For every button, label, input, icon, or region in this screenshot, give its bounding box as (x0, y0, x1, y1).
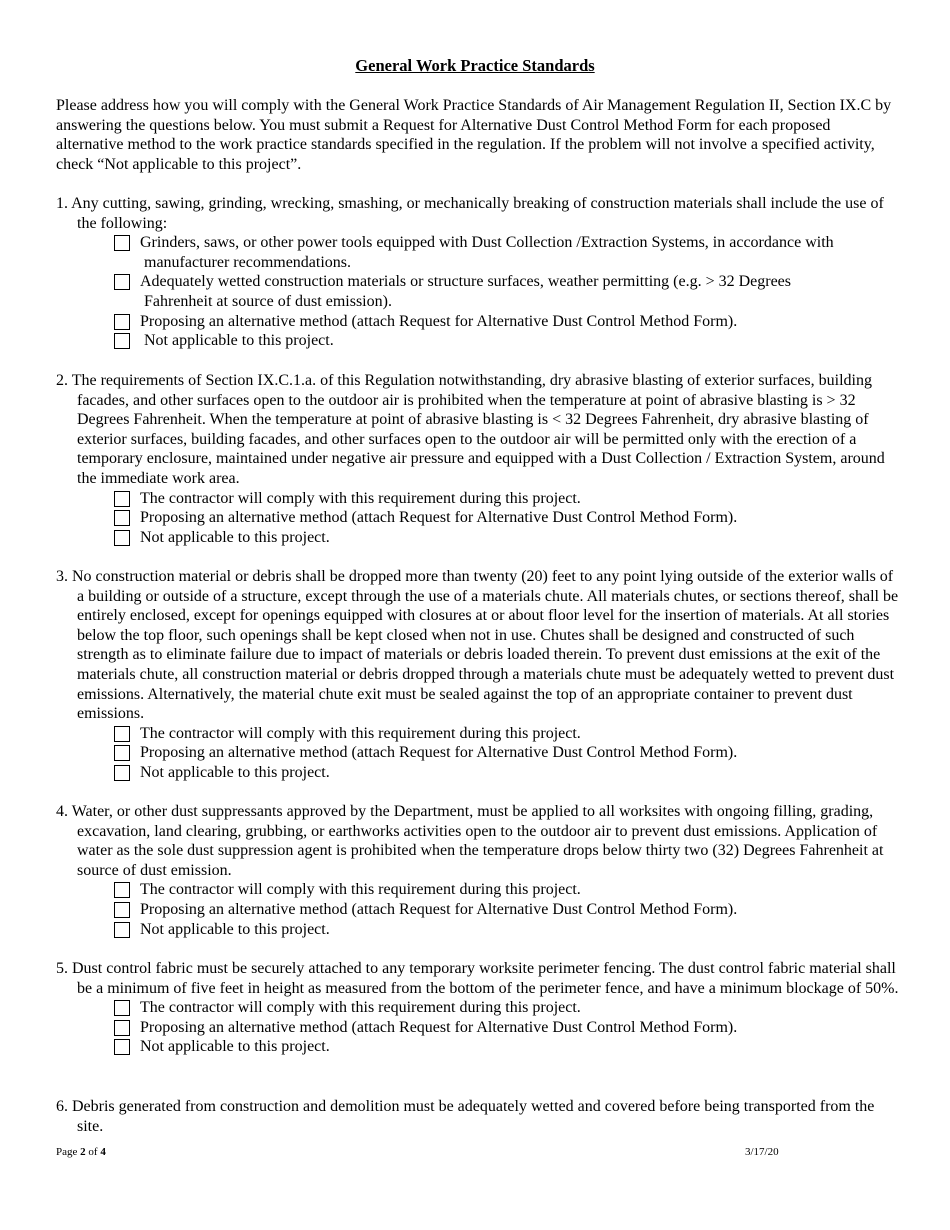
q1-option-alternative (56, 312, 901, 332)
revision-date: 3/17/20 (745, 1146, 779, 1158)
q4-option-not-applicable (56, 920, 901, 940)
page-number-total: 4 (100, 1146, 106, 1158)
q4-alternative-checkbox[interactable] (114, 902, 130, 918)
q4-alternative-label: Proposing an alternative method (attach Request for Alternative Dust Control Method Form). (140, 900, 738, 918)
page-title: General Work Practice Standards (355, 56, 595, 75)
q4-option-comply (56, 880, 901, 900)
question-1-text: 1. Any cutting, sawing, grinding, wrecking, smashing, or mechanically breaking of construction materials shall include the use of the following: (56, 195, 884, 232)
page-number-of: of (85, 1146, 101, 1158)
q4-comply-checkbox[interactable] (114, 882, 130, 898)
q5-not-applicable-checkbox[interactable] (114, 1039, 130, 1055)
q1-option-power-tools (56, 233, 901, 272)
q2-not-applicable-checkbox[interactable] (114, 530, 130, 546)
q1-alternative-label: Proposing an alternative method (attach Request for Alternative Dust Control Method Form). (140, 312, 738, 330)
q2-option-not-applicable (56, 528, 901, 548)
question-3 (56, 567, 901, 783)
q1-alternative-checkbox[interactable] (114, 314, 130, 330)
q4-option-alternative (56, 900, 901, 920)
q5-comply-checkbox[interactable] (114, 1000, 130, 1016)
q2-comply-checkbox[interactable] (114, 491, 130, 507)
q3-option-comply (56, 724, 901, 744)
q3-comply-label: The contractor will comply with this requirement during this project. (140, 724, 581, 742)
q1-wetted-label-line2: Fahrenheit at source of dust emission). (144, 292, 392, 310)
q5-alternative-label: Proposing an alternative method (attach Request for Alternative Dust Control Method Form). (140, 1018, 738, 1036)
q1-option-wetted (56, 272, 901, 311)
q3-not-applicable-label: Not applicable to this project. (140, 763, 330, 781)
question-6 (56, 1097, 901, 1136)
question-5-text: 5. Dust control fabric must be securely attached to any temporary worksite perimeter fencing. The dust control fabric material shall be a minimum of five feet in height as measured from the bottom of the perimeter fence, and have a minimum blockage of 50%. (56, 960, 899, 997)
question-3-text: 3. No construction material or debris shall be dropped more than twenty (20) feet to any point lying outside of the exterior walls of a building or outside of a structure, except through the use of a materials chute. All materials chutes, or sections thereof, shall be entirely enclosed, except for openings equipped with closures at or about floor level for the insertion of materials. At all stories below the top floor, such openings shall be kept closed when not in use. Chutes shall be designed and constructed of such strength as to eliminate failure due to impact of materials or debris loaded therein. To prevent dust emissions at the exit of the materials chute, all construction material or debris dropped through a materials chute must be adequately wetted to prevent dust emissions. Alternatively, the material chute exit must be sealed against the top of an appropriate container to prevent dust emissions. (56, 568, 899, 723)
q2-not-applicable-label: Not applicable to this project. (140, 528, 330, 546)
q5-option-comply (56, 998, 901, 1018)
question-2-text: 2. The requirements of Section IX.C.1.a. of this Regulation notwithstanding, dry abrasive blasting of exterior surfaces, building facades, and other surfaces open to the outdoor air is prohibited when the temperature at point of abrasive blasting is > 32 Degrees Fahrenheit. When the temperature at point of abrasive blasting is < 32 Degrees Fahrenheit, dry abrasive blasting of exterior surfaces, building facades, and other surfaces open to the outdoor air will be permitted only with the erection of a temporary enclosure, maintained under negative air pressure and equipped with a Dust Collection / Extraction System, around the immediate work area. (56, 372, 885, 487)
q3-alternative-checkbox[interactable] (114, 745, 130, 761)
question-6-text: 6. Debris generated from construction and demolition must be adequately wetted and covered before being transported from the site. (56, 1098, 875, 1135)
q2-option-alternative (56, 508, 901, 528)
q3-option-alternative (56, 743, 901, 763)
q1-not-applicable-checkbox[interactable] (114, 333, 130, 349)
q5-not-applicable-label: Not applicable to this project. (140, 1038, 330, 1056)
q2-alternative-checkbox[interactable] (114, 510, 130, 526)
q1-wetted-checkbox[interactable] (114, 274, 130, 290)
page-number-prefix: Page (56, 1146, 81, 1158)
question-2 (56, 371, 901, 547)
q5-alternative-checkbox[interactable] (114, 1020, 130, 1036)
q2-comply-label: The contractor will comply with this requirement during this project. (140, 489, 581, 507)
q3-comply-checkbox[interactable] (114, 726, 130, 742)
page-number-current: 2 (80, 1146, 86, 1158)
q4-comply-label: The contractor will comply with this requirement during this project. (140, 881, 581, 899)
q5-option-alternative (56, 1018, 901, 1038)
question-4-text: 4. Water, or other dust suppressants approved by the Department, must be applied to all worksites with ongoing filling, grading, excavation, land clearing, grubbing, or earthworks activities open to the outdoor air to prevent dust emissions. Application of water as the sole dust suppression agent is prohibited when the temperature drops below thirty two (32) Degrees Fahrenheit at source of dust emission. (56, 803, 884, 879)
q1-power-tools-label-line2: manufacturer recommendations. (144, 253, 352, 271)
q1-power-tools-label-line1: Grinders, saws, or other power tools equipped with Dust Collection /Extraction Systems, in accordance with (140, 234, 834, 252)
intro-paragraph: Please address how you will comply with the General Work Practice Standards of Air Management Regulation II, Section IX.C by answering the questions below. You must submit a Request for Alternative Dust Control Method Form for each proposed alternative method to the work practice standards specified in the regulation. If the problem will not involve a specified activity, check “Not applicable to this project”. (56, 97, 892, 173)
q1-wetted-label-line1: Adequately wetted construction materials or structure surfaces, weather permitting (e.g. > 32 Degrees (140, 273, 792, 291)
question-4 (56, 802, 901, 939)
q5-option-not-applicable (56, 1037, 901, 1057)
q1-power-tools-checkbox[interactable] (114, 235, 130, 251)
q1-not-applicable-label: Not applicable to this project. (140, 332, 334, 350)
q2-alternative-label: Proposing an alternative method (attach Request for Alternative Dust Control Method Form). (140, 509, 738, 527)
page-number (56, 1145, 106, 1159)
q2-option-comply (56, 489, 901, 509)
question-5 (56, 959, 901, 1057)
question-1 (56, 194, 901, 351)
q5-comply-label: The contractor will comply with this requirement during this project. (140, 999, 581, 1017)
q4-not-applicable-label: Not applicable to this project. (140, 920, 330, 938)
q4-not-applicable-checkbox[interactable] (114, 922, 130, 938)
q3-alternative-label: Proposing an alternative method (attach Request for Alternative Dust Control Method Form). (140, 744, 738, 762)
q1-option-not-applicable (56, 331, 901, 351)
q3-not-applicable-checkbox[interactable] (114, 765, 130, 781)
q3-option-not-applicable (56, 763, 901, 783)
